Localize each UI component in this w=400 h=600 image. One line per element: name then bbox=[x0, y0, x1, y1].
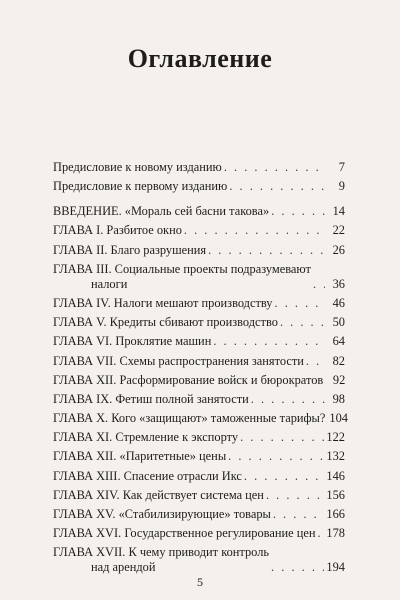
toc-entry-page: 9 bbox=[338, 179, 345, 194]
toc-entry-label: ГЛАВА III. Социальные проекты подразумевают bbox=[53, 261, 311, 276]
leader-dots bbox=[271, 204, 325, 219]
toc-entry-page: 92 bbox=[332, 372, 346, 387]
toc-entry-label: ГЛАВА XIII. Спасение отрасли Икс bbox=[53, 468, 242, 483]
toc-entry[interactable] bbox=[53, 526, 345, 541]
toc-entry-page: 82 bbox=[332, 353, 345, 368]
toc-entry-label: ГЛАВА I. Разбитое окно bbox=[53, 223, 182, 238]
toc-entry[interactable] bbox=[53, 160, 345, 175]
toc-entry-label: ГЛАВА XVI. Государственное регулирование цен bbox=[53, 526, 316, 541]
toc-entry[interactable] bbox=[53, 354, 345, 369]
toc-entry-page: 98 bbox=[332, 391, 345, 406]
toc-entry[interactable] bbox=[53, 296, 345, 311]
leader-dots bbox=[228, 449, 324, 464]
leader-dots bbox=[306, 354, 325, 369]
leader-dots bbox=[184, 223, 325, 238]
toc-entry[interactable] bbox=[53, 243, 345, 258]
toc-entry-label: ГЛАВА VII. Схемы распространения занятости bbox=[53, 353, 304, 368]
toc-entry-label: ГЛАВА XIV. Как действует система цен bbox=[53, 487, 264, 502]
toc-entry[interactable] bbox=[53, 334, 345, 349]
leader-dots bbox=[271, 560, 324, 575]
toc-entry-label: Предисловие к первому изданию bbox=[53, 179, 228, 194]
leader-dots bbox=[280, 315, 325, 330]
toc-entry-page: 26 bbox=[332, 242, 345, 257]
toc-entry-label: ВВЕДЕНИЕ. «Мораль сей басни такова» bbox=[53, 204, 270, 219]
toc-entry-page: 178 bbox=[326, 526, 345, 541]
toc-entry-label-continuation: налоги bbox=[91, 276, 128, 291]
toc-entry-page: 64 bbox=[332, 334, 345, 349]
toc-entry-page: 194 bbox=[326, 560, 345, 575]
toc-entry[interactable] bbox=[53, 315, 345, 330]
toc-entry[interactable] bbox=[53, 373, 345, 388]
leader-dots bbox=[244, 469, 325, 484]
toc-entry[interactable] bbox=[53, 488, 345, 503]
leader-dots bbox=[224, 160, 325, 175]
toc-entry-label-wrap bbox=[53, 545, 269, 575]
leader-dots bbox=[318, 526, 325, 541]
toc-entry-label: ГЛАВА VI. Проклятие машин bbox=[53, 334, 212, 349]
toc-entry[interactable] bbox=[53, 411, 348, 426]
toc-entry-page: 104 bbox=[329, 411, 348, 426]
toc-entry[interactable] bbox=[53, 449, 345, 464]
toc-entry-page: 132 bbox=[326, 449, 345, 464]
toc-entry-label: ГЛАВА V. Кредиты сбивают производство bbox=[53, 315, 278, 330]
leader-dots bbox=[313, 277, 325, 292]
toc-entry-page: 122 bbox=[326, 430, 345, 445]
toc-entry-label: ГЛАВА IX. Фетиш полной занятости bbox=[53, 391, 249, 406]
table-of-contents bbox=[53, 160, 348, 580]
toc-entry-page: 156 bbox=[326, 487, 345, 502]
toc-entry-page: 7 bbox=[338, 160, 345, 174]
toc-entry-page: 146 bbox=[326, 468, 345, 483]
leader-dots bbox=[208, 243, 325, 258]
toc-entry[interactable] bbox=[53, 179, 345, 194]
page-number: 5 bbox=[197, 575, 203, 589]
toc-entry-label: ГЛАВА XVII. К чему приводит контроль bbox=[53, 545, 270, 560]
toc-entry[interactable] bbox=[53, 262, 345, 292]
toc-entry-label-wrap bbox=[53, 262, 311, 292]
toc-entry-page: 166 bbox=[326, 507, 345, 521]
leader-dots bbox=[240, 430, 324, 445]
toc-entry-label: ГЛАВА XV. «Стабилизирующие» товары bbox=[53, 507, 271, 521]
toc-entry-page: 36 bbox=[332, 276, 345, 291]
toc-entry-page: 50 bbox=[332, 315, 345, 330]
toc-entry[interactable] bbox=[53, 392, 345, 407]
toc-entry-label: ГЛАВА X. Кого «защищают» таможенные тарифы? bbox=[53, 411, 326, 426]
toc-entry[interactable] bbox=[53, 545, 345, 575]
toc-entry-label: ГЛАВА II. Благо разрушения bbox=[53, 242, 207, 257]
leader-dots bbox=[229, 179, 325, 194]
toc-entry[interactable] bbox=[53, 469, 345, 484]
toc-entry-page: 46 bbox=[332, 295, 345, 310]
toc-entry[interactable] bbox=[53, 204, 345, 219]
leader-dots bbox=[251, 392, 325, 407]
toc-entry-label: ГЛАВА XII. «Паритетные» цены bbox=[53, 449, 227, 464]
toc-entry-label-continuation: над арендой bbox=[91, 560, 156, 575]
toc-entry[interactable] bbox=[53, 430, 345, 445]
toc-entry-label: ГЛАВА XI. Стремление к экспорту bbox=[53, 430, 239, 445]
leader-dots bbox=[273, 507, 325, 522]
leader-dots bbox=[266, 488, 324, 503]
toc-entry[interactable] bbox=[53, 223, 345, 238]
leader-dots bbox=[275, 296, 325, 311]
toc-entry-page: 14 bbox=[332, 204, 345, 219]
toc-entry-label: ГЛАВА IV. Налоги мешают производству bbox=[53, 295, 273, 310]
toc-entry-page: 22 bbox=[332, 223, 345, 238]
leader-dots bbox=[213, 334, 325, 349]
page-title: Оглавление bbox=[127, 44, 273, 73]
toc-entry[interactable] bbox=[53, 507, 345, 522]
toc-entry-label: ГЛАВА XII. Расформирование войск и бюрократов bbox=[53, 372, 324, 387]
toc-entry-label: Предисловие к новому изданию bbox=[53, 160, 222, 174]
